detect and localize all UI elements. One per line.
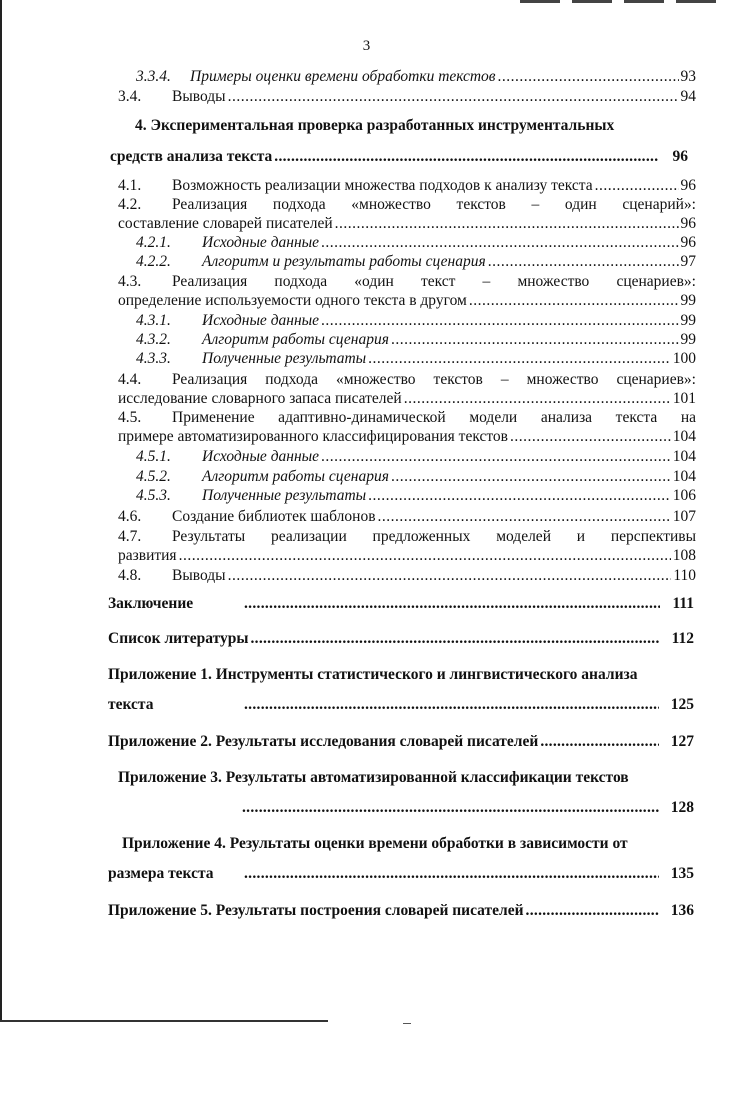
toc-page: 100 [672, 350, 696, 367]
toc-page: 96 [672, 148, 688, 165]
toc-num: 4.5.2. [136, 468, 171, 485]
toc-title: Приложение 2. Результаты исследования словарей писателей [108, 733, 539, 750]
toc-num: 4.1. [118, 177, 142, 194]
toc-entry-3-4[interactable] [118, 87, 696, 106]
toc-page: 104 [672, 448, 696, 465]
toc-title: текста [108, 696, 154, 713]
toc-page: 101 [672, 390, 696, 407]
toc-appendix-2[interactable] [108, 732, 694, 751]
toc-page: 97 [680, 253, 696, 270]
toc-leader [378, 507, 671, 526]
toc-entry-4-1[interactable] [118, 176, 696, 195]
toc-title: Полученные результаты [202, 350, 367, 367]
toc-appendix-4-line1[interactable]: Приложение 4. Результаты оценки времени обработки в зависимости от [122, 835, 628, 852]
toc-title: размера текста [108, 865, 214, 882]
toc-num: 4.7. [118, 528, 142, 545]
toc-entry-4-2-1[interactable] [136, 233, 696, 252]
toc-title: Список литературы [108, 630, 249, 647]
toc-leader [179, 546, 671, 565]
toc-page: 108 [672, 547, 696, 564]
toc-appendix-5[interactable] [108, 901, 694, 920]
toc-title: Полученные результаты [202, 487, 367, 504]
toc-title-line1: Применение адаптивно-динамической модели анализа текста на [172, 409, 696, 426]
toc-appendix-3-line1[interactable]: Приложение 3. Результаты автоматизированной классификации текстов [118, 769, 629, 786]
toc-page: 94 [680, 88, 696, 105]
toc-leader [368, 486, 671, 505]
toc-num: 4.3.1. [136, 312, 171, 329]
toc-title-line2: исследование словарного запаса писателей [118, 390, 402, 407]
toc-leader [242, 798, 659, 817]
toc-title-line1: Реализация подхода «множество текстов – множество сценариев»: [172, 371, 696, 388]
toc-page: 99 [680, 331, 696, 348]
toc-leader [391, 330, 679, 349]
toc-leader [228, 566, 672, 585]
scan-border-bottom [0, 1020, 328, 1022]
toc-title: Исходные данные [202, 312, 320, 329]
toc-title: Исходные данные [202, 234, 320, 251]
toc-leader [526, 901, 659, 920]
toc-leader [244, 594, 660, 613]
toc-page: 104 [672, 428, 696, 445]
toc-leader [244, 864, 659, 883]
toc-page: 96 [680, 177, 696, 194]
toc-num: 4.2.1. [136, 234, 171, 251]
toc-entry-4-5-3[interactable] [136, 486, 696, 505]
toc-conclusion[interactable] [108, 594, 694, 613]
toc-leader [595, 176, 679, 195]
toc-leader [321, 447, 671, 466]
toc-title-line2: примере автоматизированного классифицирования текстов [118, 428, 508, 445]
toc-page: 110 [673, 567, 696, 584]
toc-leader [244, 695, 659, 714]
toc-leader [488, 252, 679, 271]
toc-page: 128 [670, 799, 694, 816]
toc-leader [368, 349, 671, 368]
toc-title: средств анализа текста [110, 148, 273, 165]
toc-leader [335, 214, 679, 233]
toc-page: 125 [670, 696, 694, 713]
toc-num: 4.3. [118, 273, 142, 290]
toc-title-line1: Реализация подхода «множество текстов – один сценарий»: [172, 196, 696, 213]
toc-leader [404, 389, 671, 408]
toc-title: Выводы [172, 567, 226, 584]
toc-entry-4-4[interactable] [118, 370, 696, 408]
toc-entry-4-3-3[interactable] [136, 349, 696, 368]
toc-appendix-1[interactable] [108, 695, 694, 714]
toc-entry-4-3-2[interactable] [136, 330, 696, 349]
toc-title: Выводы [172, 88, 226, 105]
toc-page: 96 [680, 234, 696, 251]
toc-num: 3.4. [118, 88, 142, 105]
toc-page: 99 [680, 312, 696, 329]
toc-title: Примеры оценки времени обработки текстов [190, 68, 496, 85]
toc-leader [250, 629, 659, 648]
toc-leader [469, 291, 679, 310]
toc-entry-4-5-2[interactable] [136, 467, 696, 486]
toc-title-line1: Результаты реализации предложенных моделей и перспективы [172, 528, 696, 545]
toc-title-line1: Реализация подхода «один текст – множество сценариев»: [172, 273, 696, 290]
toc-title-line2: составление словарей писателей [118, 215, 333, 232]
toc-num: 4.5.1. [136, 448, 171, 465]
toc-appendix-1-line1[interactable]: Приложение 1. Инструменты статистического и лингвистического анализа [108, 666, 638, 683]
scan-mark-bottom [403, 1023, 411, 1024]
toc-page: 136 [670, 902, 694, 919]
toc-title-line2: определение используемости одного текста в другом [118, 292, 467, 309]
toc-title: Алгоритм работы сценария [202, 331, 389, 348]
toc-num: 4.4. [118, 371, 142, 388]
toc-title: Создание библиотек шаблонов [172, 508, 376, 525]
toc-leader [321, 233, 678, 252]
toc-title: Исходные данные [202, 448, 320, 465]
toc-page: 106 [672, 487, 696, 504]
scan-border-left [0, 0, 2, 1022]
toc-entry-4-3[interactable] [118, 272, 696, 310]
toc-num: 4.6. [118, 508, 142, 525]
toc-title: Алгоритм работы сценария [202, 468, 389, 485]
toc-entry-4-2[interactable] [118, 195, 696, 233]
toc-title: Алгоритм и результаты работы сценария [202, 253, 486, 270]
toc-page: 104 [672, 468, 696, 485]
page-number: 3 [362, 38, 371, 54]
toc-appendix-3[interactable] [242, 798, 694, 817]
toc-num: 4.2. [118, 196, 142, 213]
toc-references[interactable] [108, 629, 694, 648]
toc-entry-3-3-4[interactable] [118, 67, 696, 86]
toc-entry-4-6[interactable] [118, 507, 696, 526]
toc-num: 4.5.3. [136, 487, 171, 504]
toc-title: Приложение 5. Результаты построения словарей писателей [108, 902, 524, 919]
toc-leader [321, 311, 678, 330]
toc-page: 107 [672, 508, 696, 525]
toc-leader [540, 732, 658, 751]
toc-title-line2: развития [118, 547, 177, 564]
toc-entry-4-7[interactable] [118, 527, 696, 565]
toc-num: 4.8. [118, 567, 142, 584]
toc-entry-4-5-1[interactable] [136, 447, 696, 466]
toc-page: 111 [672, 595, 694, 612]
toc-num: 3.3.4. [136, 68, 171, 85]
toc-num: 4.3.3. [136, 350, 171, 367]
toc-page: 135 [670, 865, 694, 882]
toc-page: 93 [680, 68, 696, 85]
toc-leader [391, 467, 671, 486]
toc-page: 127 [670, 733, 694, 750]
scan-mark-top [520, 0, 720, 3]
toc-leader [498, 67, 679, 86]
toc-title: Возможность реализации множества подходов к анализу текста [172, 177, 593, 194]
toc-entry-4-5[interactable] [118, 408, 696, 446]
toc-page: 112 [671, 630, 694, 647]
toc-page: 99 [680, 292, 696, 309]
toc-leader [228, 87, 679, 106]
toc-num: 4.5. [118, 409, 142, 426]
toc-page: 96 [680, 215, 696, 232]
toc-entry-4-8[interactable] [118, 566, 696, 585]
toc-entry-4-3-1[interactable] [136, 311, 696, 330]
toc-leader [274, 147, 658, 166]
toc-entry-4-2-2[interactable] [136, 252, 696, 271]
toc-chapter-4[interactable] [110, 147, 688, 166]
toc-num: 4.2.2. [136, 253, 171, 270]
toc-leader [510, 427, 671, 446]
toc-chapter-4-line1[interactable]: 4. Экспериментальная проверка разработанных инструментальных [135, 117, 615, 134]
toc-num: 4.3.2. [136, 331, 171, 348]
toc-title: Заключение [108, 595, 194, 612]
toc-appendix-4[interactable] [108, 864, 694, 883]
